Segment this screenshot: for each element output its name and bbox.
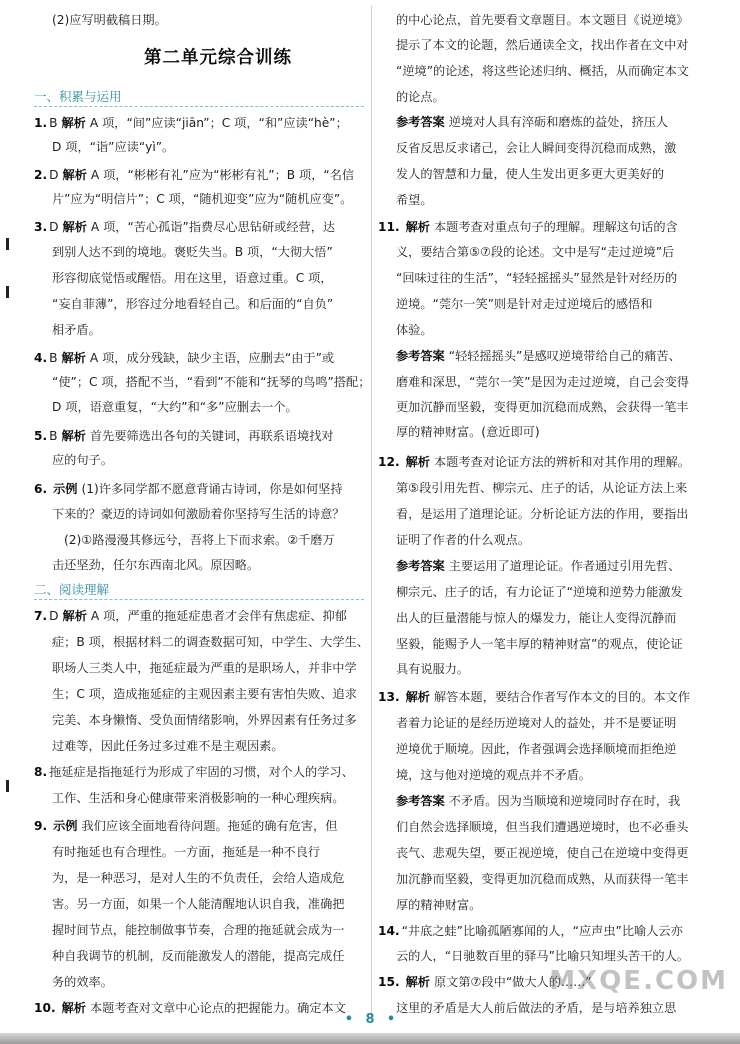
question-4 [34, 346, 334, 370]
text-line: “逆境”的论述，将这些论述归纳、概括，从而确定本文 [396, 64, 689, 78]
analysis-tag: 解析 [62, 220, 87, 234]
text-span: 首先要筛选出各句的关键词，再联系语境找对 [89, 429, 334, 443]
analysis-tag: 解析 [61, 116, 86, 130]
text-line: 片”应为“明信片”；C 项，“随机迎变”应为“随机应变”。 [52, 192, 353, 206]
text-span: “井底之蛙”比喻孤陋寡闻的人，“应声虫”比喻人云亦 [401, 924, 683, 938]
text-line: (2)①路漫漫其修远兮，吾将上下而求索。②千磨万 [64, 533, 335, 547]
analysis-tag: 解析 [61, 429, 86, 443]
text-span: 拖延症是指拖延行为形成了牢固的习惯，对个人的学习、 [49, 765, 354, 779]
text-line: 下来的？豪迈的诗词如何激励着你坚持写生活的诗意？ [52, 507, 345, 521]
text-line: 相矛盾。 [52, 323, 101, 337]
text-line: 完美、本身懒惰、受负面情绪影响，外界因素有任务过多 [52, 713, 357, 727]
question-number: 1. [34, 116, 48, 130]
question-number: 12. [378, 455, 400, 469]
text-span: (1)许多同学都不愿意背诵古诗词，你是如何坚持 [81, 482, 343, 496]
text-line: 到别人达不到的境地。褒贬失当。B 项，“大彻大悟” [52, 245, 333, 259]
scan-bottom-edge [0, 1033, 740, 1044]
text-line: 更加沉静而坚毅，变得更加沉稳而成熟，会获得一笔丰 [396, 400, 689, 414]
text-line: 应的句子。 [52, 453, 113, 467]
text-line: 们自然会选择顺境，但当我们遭遇逆境时，也不必垂头 [396, 820, 689, 834]
question-8 [34, 760, 354, 784]
scan-mark [6, 780, 9, 792]
reference-answer-tag: 参考答案 [396, 559, 445, 573]
question-number: 2. [34, 168, 48, 182]
question-6 [34, 477, 343, 501]
page-title: 第二单元综合训练 [144, 48, 292, 68]
text-line: 击还坚劲，任尔东西南北风。原因略。 [52, 558, 260, 572]
text-line: “回味过往的生活”，“轻轻摇摇头”显然是针对经历的 [396, 271, 678, 285]
analysis-tag: 解析 [405, 455, 430, 469]
question-9 [34, 814, 337, 838]
reference-answer-10 [396, 110, 668, 134]
text-line: 厚的精神财富。(意近即可) [396, 425, 540, 439]
text-line: 这里的矛盾是大人前后做法的矛盾，是与培养独立思 [396, 1001, 677, 1015]
analysis-tag: 解析 [405, 975, 430, 989]
text-line: 的论点。 [396, 90, 445, 104]
text-line: 反省反思反求诸己，会让人瞬间变得沉稳而成熟，激 [396, 141, 677, 155]
text-line: 出人的巨量潜能与惊人的爆发力，能让人变得沉静而 [396, 611, 677, 625]
reference-answer-tag: 参考答案 [396, 115, 445, 129]
analysis-tag: 解析 [61, 1001, 86, 1015]
text-line: 看，是运用了道理论证。分析论证方法的作用，要指出 [396, 507, 689, 521]
text-line: 提示了本文的论题，然后通读全文，找出作者在文中对 [396, 38, 689, 52]
example-tag: 示例 [53, 482, 78, 496]
text-line: 为，是一种恶习，是对人生的不负责任，会给人造成危 [52, 871, 345, 885]
text-line: 证明了作者的什么观点。 [396, 533, 531, 547]
text-line: “使”；C 项，搭配不当，“看到”不能和“抚琴的鸟鸣”搭配； [52, 375, 371, 389]
text-line: 丧气、悲观失望，要正视逆境，使自己在逆境中变得更 [396, 846, 689, 860]
question-7 [34, 604, 347, 628]
text-span: A 项，严重的拖延症患者才会伴有焦虑症、抑郁 [90, 609, 347, 623]
text-line: D 项，“诣”应读“yì”。 [52, 140, 175, 154]
text-span: A 项，“彬彬有礼”应为“彬彬有礼”；B 项，“名信 [90, 168, 355, 182]
analysis-tag: 解析 [405, 690, 430, 704]
question-number: 15. [378, 975, 400, 989]
text-line: 握时间节点，能控制做事节奏，合理的拖延就会成为一 [52, 923, 345, 937]
text-span: 不矛盾。因为当顺境和逆境同时存在时，我 [448, 794, 681, 808]
text-line: 发人的智慧和力量，使人生发出更多更大更美好的 [396, 167, 665, 181]
text-line: 症；B 项，根据材料二的调查数据可知，中学生、大学生、 [52, 635, 369, 649]
text-line: 希望。 [396, 193, 433, 207]
text-line: 第⑤段引用先哲、柳宗元、庄子的话，从论证方法上来 [396, 481, 688, 495]
text-line: 逆境优于顺境。因此，作者强调会选择顺境而拒绝逆 [396, 742, 677, 756]
question-number: 4. [34, 351, 48, 365]
question-13 [378, 685, 690, 709]
answer-letter: D [49, 168, 59, 182]
question-11 [378, 215, 678, 239]
text-line: (2)应写明截稿日期。 [52, 13, 167, 27]
text-line: 务的效率。 [52, 975, 113, 989]
watermark-logo: MXQE.COM [549, 966, 728, 996]
analysis-tag: 解析 [62, 609, 87, 623]
question-1 [34, 111, 348, 135]
question-number: 11. [378, 220, 400, 234]
text-span: 逆境对人具有淬砺和磨炼的益处，挤压人 [448, 115, 669, 129]
answer-letter: B [49, 351, 58, 365]
text-span: 主要运用了道理论证。作者通过引用先哲、 [448, 559, 681, 573]
example-tag: 示例 [53, 819, 78, 833]
text-span: A 项，“苦心孤诣”指费尽心思钻研或经营，达 [90, 220, 336, 234]
page-number-footer [0, 1012, 740, 1027]
reference-answer-13 [396, 789, 680, 813]
scan-mark [6, 286, 9, 298]
text-line: 境，这与他对逆境的观点并不矛盾。 [396, 768, 591, 782]
reference-answer-tag: 参考答案 [396, 349, 445, 363]
question-number: 3. [34, 220, 48, 234]
question-number: 6. [34, 482, 48, 496]
section-rule [34, 106, 364, 108]
text-line: 体验。 [396, 323, 433, 337]
text-line: 云的人，“日驰数百里的驿马”比喻只知埋头苦干的人。 [396, 949, 689, 963]
page-number: 8 [365, 1012, 375, 1027]
scan-mark [6, 238, 9, 250]
text-span: “轻轻摇摇头”是感叹逆境带给自己的痛苦、 [448, 349, 681, 363]
text-line: 工作、生活和身心健康带来消极影响的一种心理疾病。 [52, 791, 345, 805]
text-span: A 项，成分残缺，缺少主语，应删去“由于”或 [89, 351, 335, 365]
text-line: 种自我调节的机制，反而能激发人的潜能，提高完成任 [52, 949, 345, 963]
text-line: 者着力论证的是经历逆境对人的益处，并不是要证明 [396, 716, 677, 730]
question-number: 7. [34, 609, 48, 623]
text-line: 害。另一方面，如果一个人能清醒地认识自我，准确把 [52, 897, 345, 911]
text-line: D 项，语意重复，“大约”和“多”应删去一个。 [52, 400, 298, 414]
text-span: 解答本题，要结合作者写作本文的目的。本文作 [433, 690, 690, 704]
text-line: 具有说服力。 [396, 662, 470, 676]
answer-letter: B [49, 429, 58, 443]
question-2 [34, 163, 354, 187]
reference-answer-tag: 参考答案 [396, 794, 445, 808]
text-line: 义，要结合第⑤⑦段的论述。文中是写“走过逆境”后 [396, 245, 675, 259]
text-line: 形容彻底觉悟或醒悟。用在这里，语意过重。C 项， [52, 271, 333, 285]
text-span: 原文第⑦段中“做大人的……” [433, 975, 592, 989]
question-number: 10. [34, 1001, 56, 1015]
text-line: “妄自菲薄”，形容过分地看轻自己。和后面的“自负” [52, 297, 334, 311]
text-span: 本题考查对重点句子的理解。理解这句话的含 [433, 220, 678, 234]
question-number: 8. [34, 765, 48, 779]
question-number: 14. [378, 924, 400, 938]
footer-dot: • [386, 1012, 396, 1027]
answer-letter: D [49, 220, 59, 234]
column-divider [371, 6, 372, 1014]
text-line: 过难等，因此任务过多过难不是主观因素。 [52, 739, 284, 753]
question-5 [34, 424, 334, 448]
text-line: 柳宗元、庄子的话，有力论证了“逆境和逆势力能激发 [396, 585, 683, 599]
text-line: 厚的精神财富。 [396, 898, 482, 912]
analysis-tag: 解析 [62, 168, 87, 182]
text-line: 生；C 项，造成拖延症的主观因素主要有害怕失败、追求 [52, 687, 357, 701]
reference-answer-12 [396, 554, 680, 578]
footer-dot: • [344, 1012, 354, 1027]
section-heading: 一、积累与运用 [34, 89, 122, 104]
question-12 [378, 450, 690, 474]
text-line: 加沉静而坚毅，变得更加沉稳而成熟，从而获得一笔丰 [396, 872, 689, 886]
text-line: 职场人三类人中，拖延症最为严重的是职场人，并非中学 [52, 661, 357, 675]
answer-letter: B [49, 116, 58, 130]
question-number: 5. [34, 429, 48, 443]
analysis-tag: 解析 [405, 220, 430, 234]
text-span: A 项，“间”应读“jiān”；C 项，“和”应读“hè”； [89, 116, 348, 130]
question-number: 9. [34, 819, 48, 833]
answer-letter: D [49, 609, 59, 623]
text-span: 本题考查对论证方法的辨析和对其作用的理解。 [433, 455, 690, 469]
text-line: 坚毅，能赐予人一笔丰厚的精神财富”的观点，使论证 [396, 637, 683, 651]
text-line: 磨难和深思，“莞尔一笑”是因为走过逆境，自己会变得 [396, 375, 689, 389]
question-3 [34, 215, 335, 239]
reference-answer-11 [396, 344, 681, 368]
question-14 [378, 919, 683, 943]
section-heading: 二、阅读理解 [34, 582, 110, 597]
question-number: 13. [378, 690, 400, 704]
text-line: 有时拖延也有合理性。一方面，拖延是一种不良行 [52, 845, 321, 859]
text-span: 我们应该全面地看待问题。拖延的确有危害，但 [81, 819, 338, 833]
text-span: 本题考查对文章中心论点的把握能力。确定本文 [89, 1001, 346, 1015]
text-line: 逆境。“莞尔一笑”则是针对走过逆境后的感悟和 [396, 297, 653, 311]
text-line: 的中心论点，首先要看文章题目。本文题目《说逆境》 [396, 13, 689, 27]
analysis-tag: 解析 [61, 351, 86, 365]
section-rule [34, 599, 364, 601]
